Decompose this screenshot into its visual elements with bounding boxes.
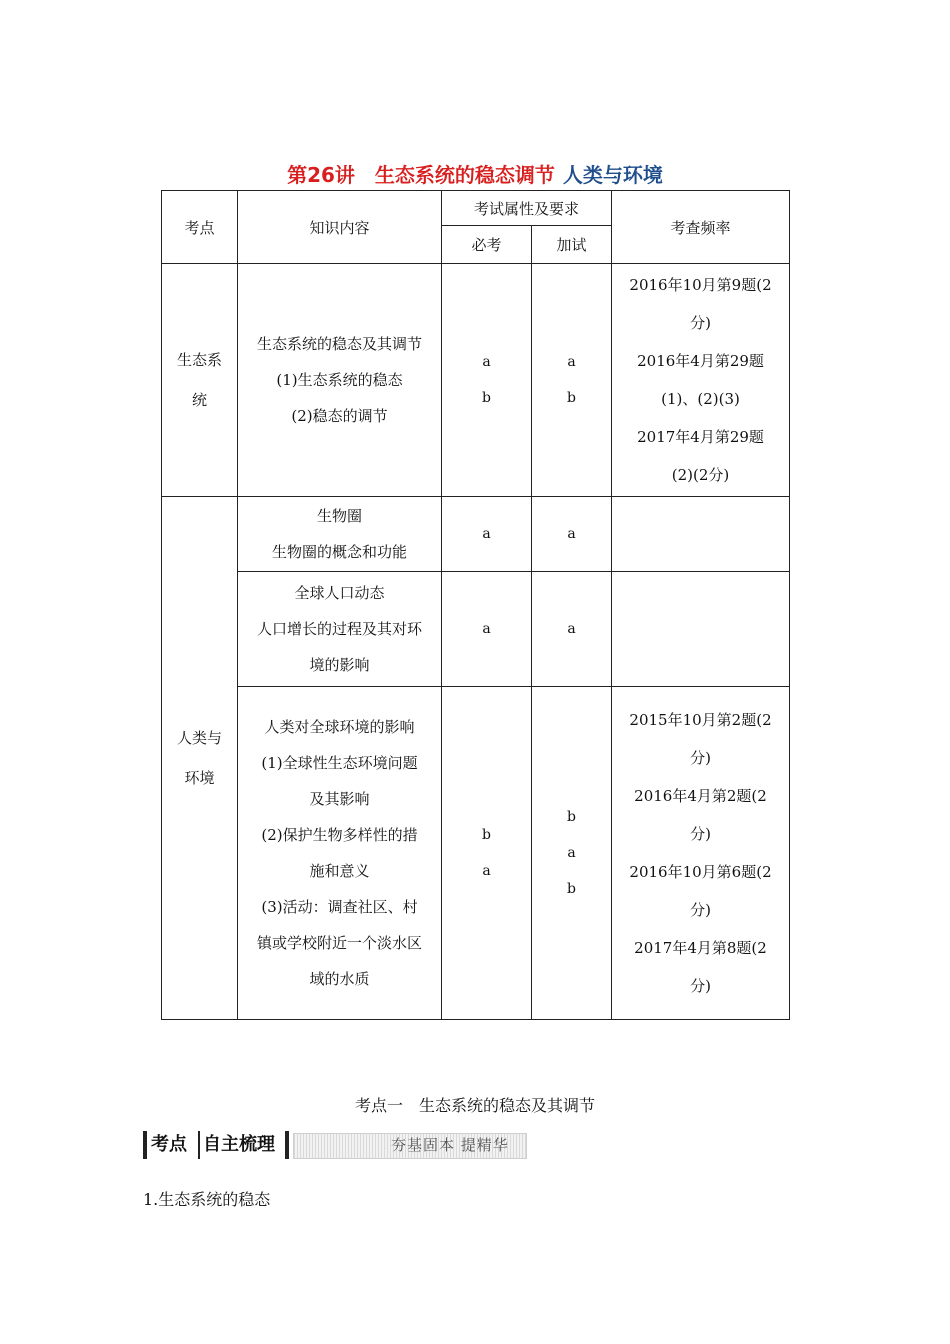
cell-required: a b <box>442 264 532 497</box>
banner-label-review: 自主梳理 <box>203 1134 275 1155</box>
header-requirement: 考试属性及要求 <box>442 191 612 226</box>
cell-content: 生态系统的稳态及其调节 (1)生态系统的稳态 (2)稳态的调节 <box>238 264 442 497</box>
cell-extra: b a b <box>532 687 612 1020</box>
table-row <box>162 572 790 687</box>
header-point: 考点 <box>162 191 238 264</box>
header-extra: 加试 <box>532 226 612 264</box>
cell-required: a <box>442 497 532 572</box>
cell-extra: a <box>532 572 612 687</box>
cell-frequency <box>612 572 790 687</box>
cell-extra: a b <box>532 264 612 497</box>
cell-content: 全球人口动态 人口增长的过程及其对环 境的影响 <box>238 572 442 687</box>
banner-bar-icon <box>143 1131 147 1159</box>
header-content: 知识内容 <box>238 191 442 264</box>
page-title <box>0 160 950 190</box>
cell-frequency: 2016年10月第9题(2 分) 2016年4月第29题 (1)、(2)(3) 2017年4月第29题 (2)(2分) <box>612 264 790 497</box>
table-header-row <box>162 191 790 226</box>
cell-frequency: 2015年10月第2题(2 分) 2016年4月第2题(2 分) 2016年10月第6题(2 分) 2017年4月第8题(2 分) <box>612 687 790 1020</box>
cell-content: 生物圈 生物圈的概念和功能 <box>238 497 442 572</box>
table-row <box>162 264 790 497</box>
banner-separator <box>198 1131 200 1159</box>
cell-point: 人类与 环境 <box>162 497 238 1020</box>
banner-label-point: 考点 <box>151 1134 187 1155</box>
section-banner <box>143 1131 525 1159</box>
title-main: 第26讲 生态系统的稳态调节 <box>287 163 555 187</box>
table-row <box>162 497 790 572</box>
syllabus-table <box>161 190 790 1020</box>
title-sub: 人类与环境 <box>562 163 663 187</box>
cell-frequency <box>612 497 790 572</box>
cell-required: b a <box>442 687 532 1020</box>
banner-slogan: 夯基固本 提精华 <box>391 1136 509 1154</box>
cell-extra: a <box>532 497 612 572</box>
header-required: 必考 <box>442 226 532 264</box>
cell-required: a <box>442 572 532 687</box>
cell-content: 人类对全球环境的影响 (1)全球性生态环境问题 及其影响 (2)保护生物多样性的措 施和意义 (3)活动：调查社区、村 镇或学校附近一个淡水区 域的水质 <box>238 687 442 1020</box>
header-frequency: 考查频率 <box>612 191 790 264</box>
banner-bar-icon <box>285 1131 289 1159</box>
section-title: 考点一 生态系统的稳态及其调节 <box>354 1096 595 1115</box>
cell-point: 生态系 统 <box>162 264 238 497</box>
table-row <box>162 687 790 1020</box>
subsection-heading: 1.生态系统的稳态 <box>143 1190 271 1209</box>
